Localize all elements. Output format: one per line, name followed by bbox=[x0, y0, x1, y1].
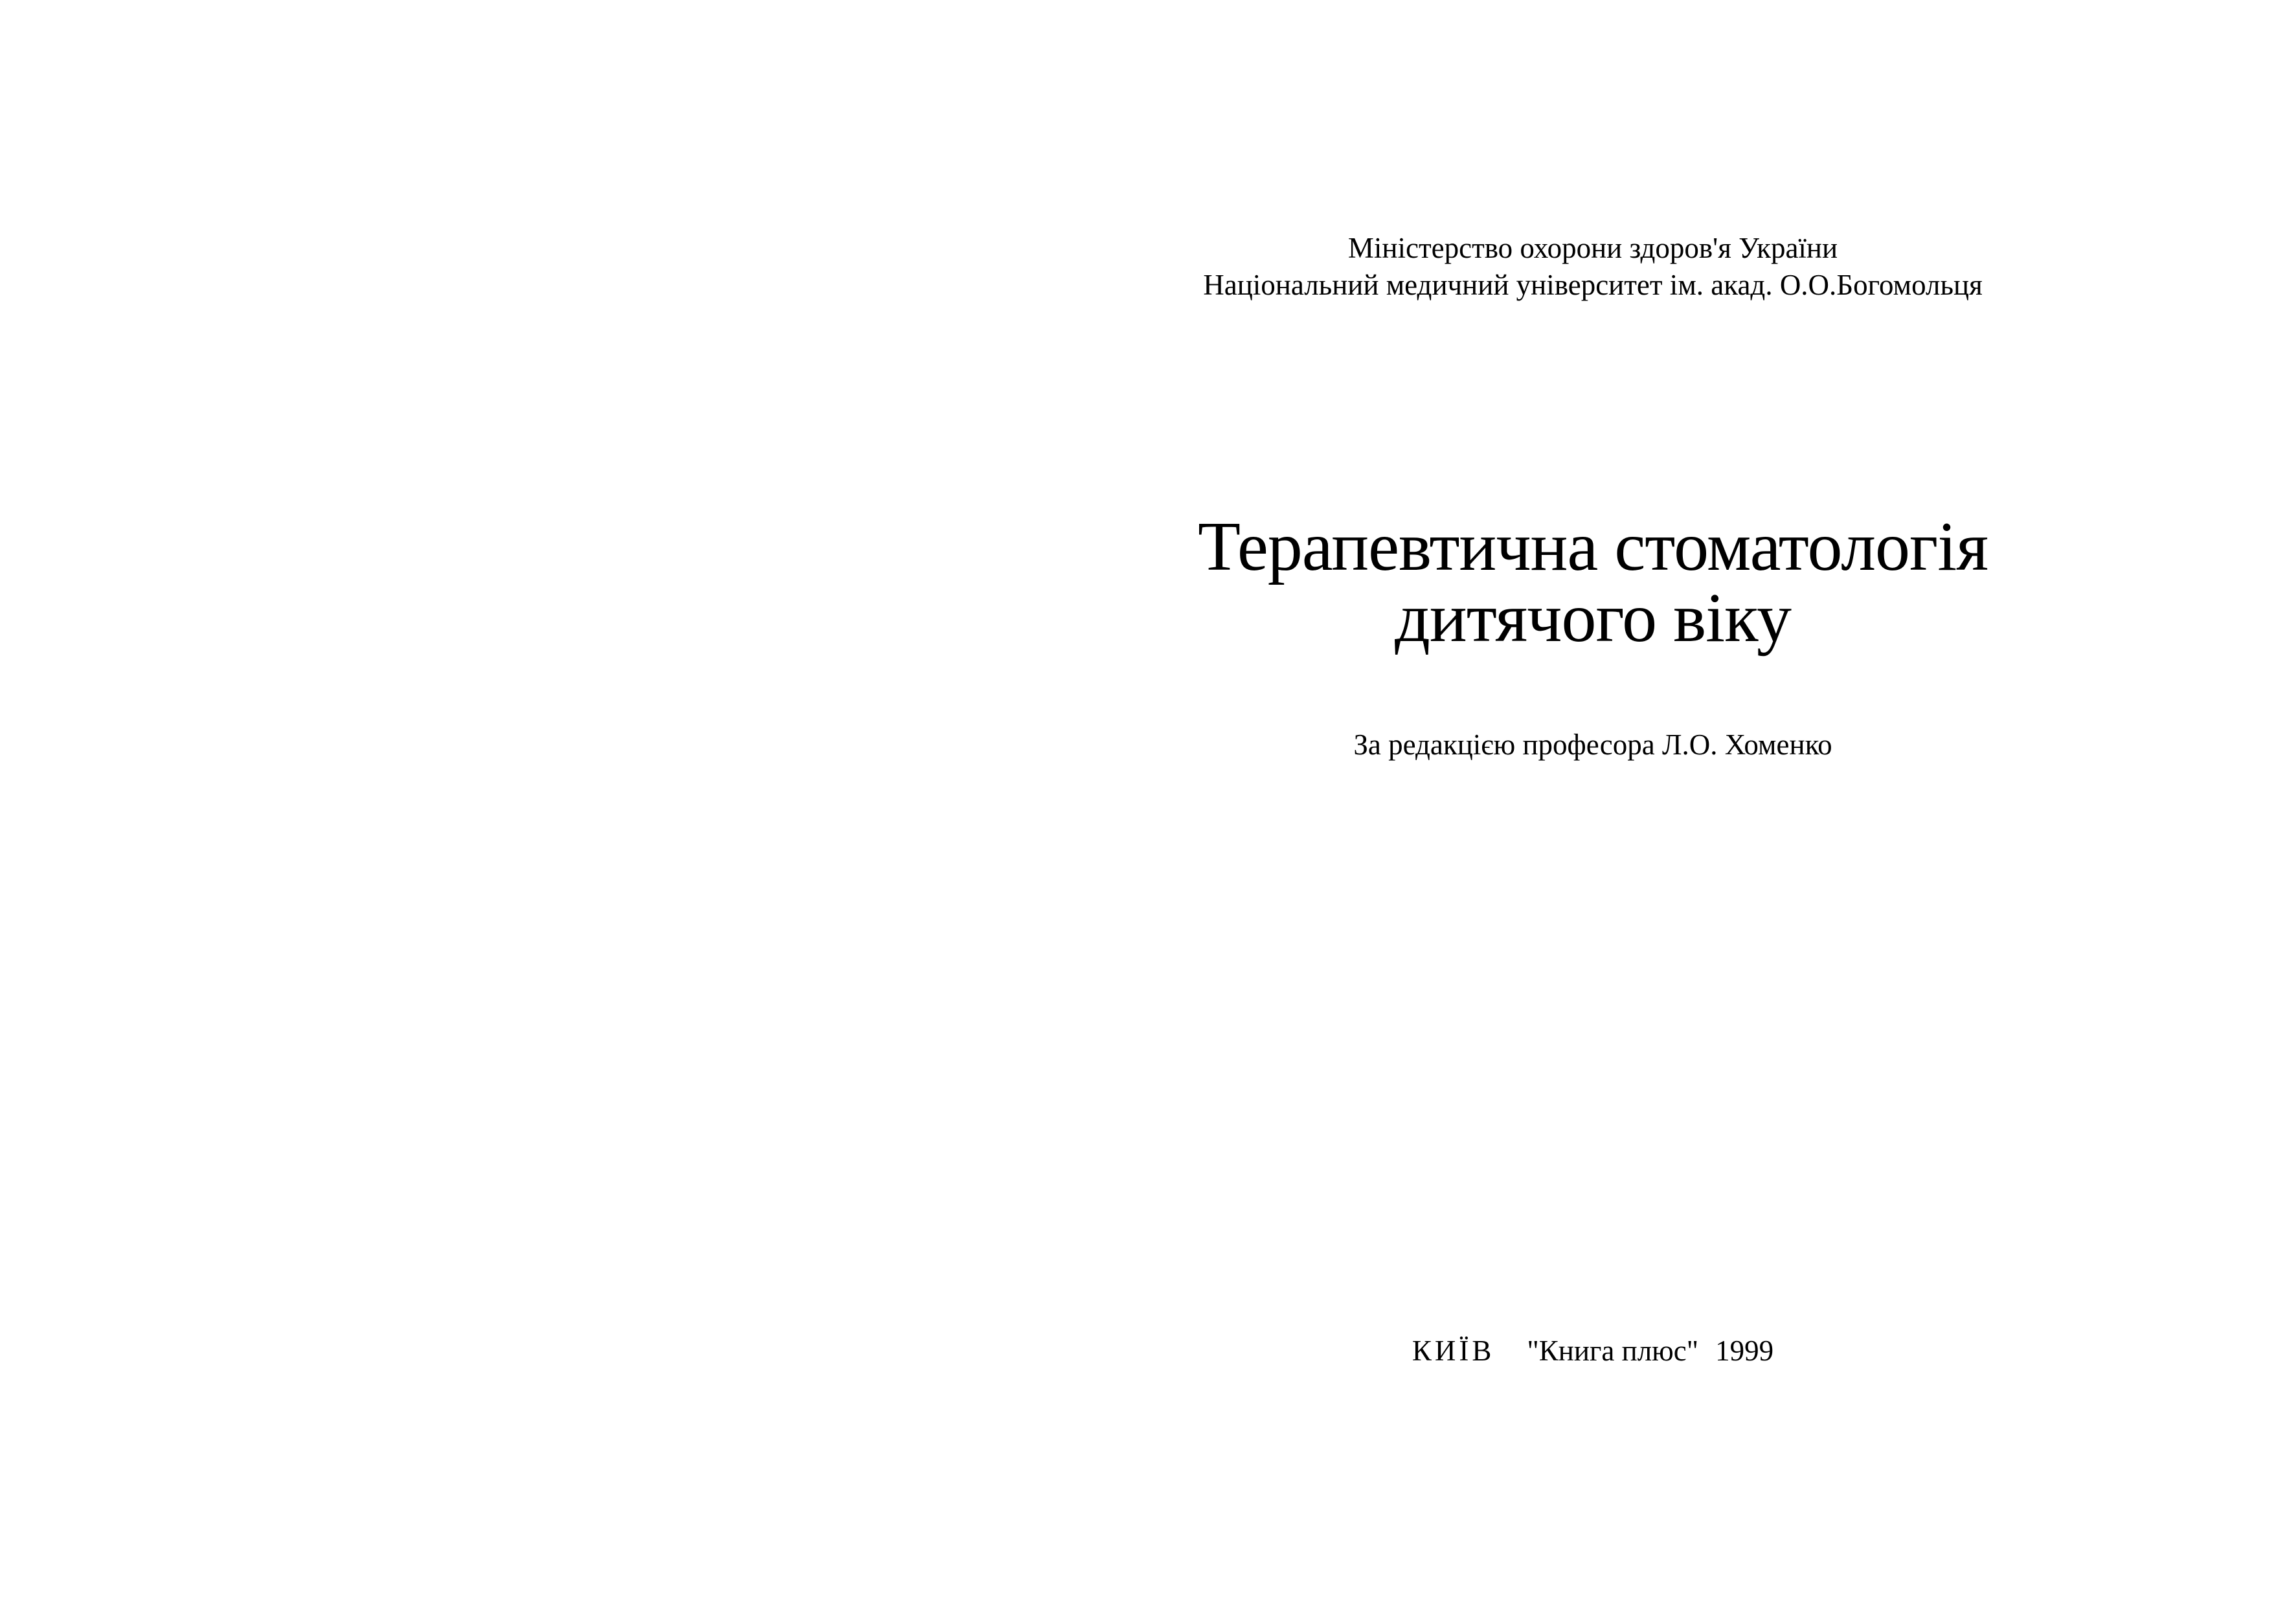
left-page-blank bbox=[0, 0, 1142, 1624]
title-line-1: Терапевтична стоматологія bbox=[1197, 508, 1988, 585]
imprint-year: 1999 bbox=[1715, 1335, 1774, 1367]
editor-text: За редакцією професора Л.О. Хоменко bbox=[1353, 728, 1832, 761]
imprint bbox=[1101, 1333, 2085, 1370]
ministry-name: Міністерство охорони здоров'я України bbox=[1347, 232, 1838, 264]
imprint-city: КИЇВ bbox=[1412, 1335, 1495, 1367]
book-title bbox=[1101, 508, 2085, 657]
institution-header bbox=[1101, 230, 2085, 304]
editor-line bbox=[1101, 727, 2085, 763]
title-line-2: дитячого віку bbox=[1394, 580, 1792, 657]
university-name: Національний медичний університет ім. акад. О.О.Богомольця bbox=[1203, 269, 1983, 301]
imprint-publisher: "Книга плюс" bbox=[1527, 1335, 1699, 1367]
